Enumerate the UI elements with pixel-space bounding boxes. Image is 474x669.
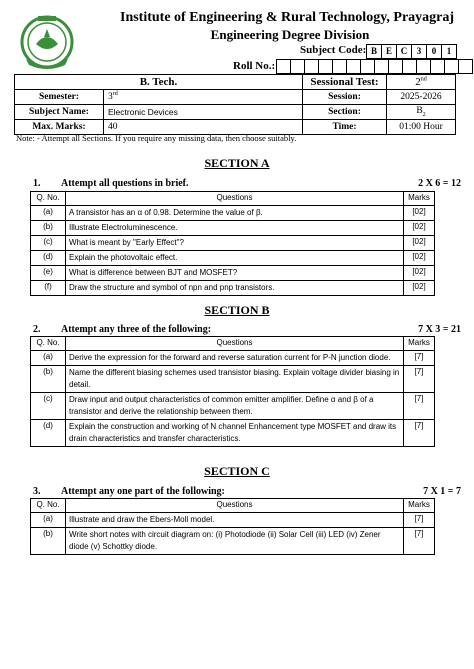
time-value: 01:00 Hour: [387, 120, 456, 135]
marks-header: Marks: [404, 192, 435, 206]
question-header: Questions: [66, 499, 404, 513]
session-label: Session:: [303, 90, 387, 105]
subject-name-value: Electronic Devices: [104, 105, 303, 120]
institute-logo-emblem: [16, 13, 78, 75]
question-marks: [7]: [404, 420, 435, 447]
roll-no-box[interactable]: [458, 59, 473, 74]
roll-no-box[interactable]: [388, 59, 403, 74]
sessional-test-label: Sessional Test:: [303, 75, 387, 90]
question-label: (f): [31, 281, 66, 296]
question-row: [31, 236, 435, 251]
question-label: (b): [31, 221, 66, 236]
time-label: Time:: [303, 120, 387, 135]
question-text: Explain the construction and working of N channel Enhancement type MOSFET and draw its drain characteristics and transfer characteristics.: [66, 420, 404, 447]
question-label: (b): [31, 366, 66, 393]
question-label: (e): [31, 266, 66, 281]
question-label: (a): [31, 351, 66, 366]
question-number: 3.: [33, 486, 41, 497]
question-marks: [02]: [404, 266, 435, 281]
roll-no-box[interactable]: [346, 59, 361, 74]
roll-no-boxes[interactable]: [277, 59, 473, 74]
subject-name-label: Subject Name:: [15, 105, 104, 120]
question-text: Derive the expression for the forward and reverse saturation current for P-N junction diode.: [66, 351, 404, 366]
question-row: [31, 221, 435, 236]
question-label: (c): [31, 393, 66, 420]
question-text: What is difference between BJT and MOSFET?: [66, 266, 404, 281]
question-row: [31, 528, 435, 555]
question-header: Questions: [66, 192, 404, 206]
marks-scheme: 7 X 3 = 21: [418, 324, 461, 335]
question-text: Draw the structure and symbol of npn and pnp transistors.: [66, 281, 404, 296]
subject-code-boxes: [367, 44, 457, 59]
section-a-table: [30, 191, 435, 296]
marks-scheme: 7 X 1 = 7: [423, 486, 461, 497]
roll-no-box[interactable]: [332, 59, 347, 74]
roll-no-box[interactable]: [444, 59, 459, 74]
section-c-title: SECTION C: [204, 464, 270, 478]
instructions-note: Note: - Attempt all Sections. If you require any missing data, then choose suitably.: [16, 133, 297, 143]
question-row: [31, 393, 435, 420]
marks-header: Marks: [404, 337, 435, 351]
question-instruction: Attempt any one part of the following:: [61, 486, 225, 497]
question-label: (b): [31, 528, 66, 555]
question-row: [31, 206, 435, 221]
roll-no-box[interactable]: [276, 59, 291, 74]
subject-code-char: C: [396, 44, 412, 59]
roll-no-box[interactable]: [402, 59, 417, 74]
section-b-table: [30, 336, 435, 447]
question-text: A transistor has an α of 0.98. Determine the value of β.: [66, 206, 404, 221]
roll-no-box[interactable]: [360, 59, 375, 74]
question-number: 2.: [33, 324, 41, 335]
question-marks: [02]: [404, 251, 435, 266]
marks-header: Marks: [404, 499, 435, 513]
qno-header: Q. No.: [31, 192, 66, 206]
question-marks: [7]: [404, 513, 435, 528]
question-number: 1.: [33, 178, 41, 189]
question-text: Draw input and output characteristics of common emitter amplifier. Define α and β of a transistor and derive the relationship between them.: [66, 393, 404, 420]
question-text: Name the different biasing schemes used transistor biasing. Explain voltage divider biasing in detail.: [66, 366, 404, 393]
question-text: Explain the photovoltaic effect.: [66, 251, 404, 266]
question-marks: [7]: [404, 528, 435, 555]
roll-no-box[interactable]: [318, 59, 333, 74]
roll-no-box[interactable]: [430, 59, 445, 74]
subject-code-char: B: [366, 44, 382, 59]
question-text: Write short notes with circuit diagram on: (i) Photodiode (ii) Solar Cell (iii) LED (iv) Zener diode (v) Schottky diode.: [66, 528, 404, 555]
roll-no-box[interactable]: [374, 59, 389, 74]
subject-code-char: 0: [426, 44, 442, 59]
section-c-table: [30, 498, 435, 555]
marks-scheme: 2 X 6 = 12: [418, 178, 461, 189]
subject-code-char: E: [381, 44, 397, 59]
max-marks-label: Max. Marks:: [15, 120, 104, 135]
question-row: [31, 366, 435, 393]
question-label: (c): [31, 236, 66, 251]
division-name: Engineering Degree Division: [210, 27, 370, 42]
question-instruction: Attempt all questions in brief.: [61, 178, 189, 189]
question-marks: [7]: [404, 366, 435, 393]
question-text: Illustrate Electroluminescence.: [66, 221, 404, 236]
question-label: (a): [31, 513, 66, 528]
roll-no-box[interactable]: [416, 59, 431, 74]
question-text: What is meant by "Early Effect"?: [66, 236, 404, 251]
question-row: [31, 351, 435, 366]
subject-code-label: Subject Code:: [300, 44, 367, 56]
question-label: (d): [31, 420, 66, 447]
exam-info-table: [14, 74, 456, 135]
section-b-title: SECTION B: [204, 303, 270, 317]
subject-code-char: 3: [411, 44, 427, 59]
question-row: [31, 266, 435, 281]
institute-name: Institute of Engineering & Rural Technology, Prayagraj: [120, 10, 455, 25]
max-marks-value: 40: [104, 120, 303, 135]
section-a-title: SECTION A: [204, 156, 270, 170]
question-marks: [02]: [404, 206, 435, 221]
question-label: (d): [31, 251, 66, 266]
program: B. Tech.: [15, 75, 303, 90]
question-marks: [02]: [404, 221, 435, 236]
question-marks: [02]: [404, 281, 435, 296]
question-instruction: Attempt any three of the following:: [61, 324, 212, 335]
roll-no-label: Roll No.:: [233, 60, 276, 72]
roll-no-box[interactable]: [290, 59, 305, 74]
semester-label: Semester:: [15, 90, 104, 105]
question-text: Illustrate and draw the Ebers-Moll model.: [66, 513, 404, 528]
sessional-test-value: 2nd: [387, 75, 456, 90]
question-header: Questions: [66, 337, 404, 351]
section-label: Section:: [303, 105, 387, 120]
question-marks: [7]: [404, 351, 435, 366]
question-label: (a): [31, 206, 66, 221]
question-marks: [7]: [404, 393, 435, 420]
question-row: [31, 251, 435, 266]
question-row: [31, 420, 435, 447]
semester-value: 3rd: [104, 90, 303, 105]
roll-no-box[interactable]: [304, 59, 319, 74]
qno-header: Q. No.: [31, 499, 66, 513]
section-value: $B_2$: [387, 105, 456, 120]
question-row: [31, 513, 435, 528]
qno-header: Q. No.: [31, 337, 66, 351]
question-row: [31, 281, 435, 296]
question-marks: [02]: [404, 236, 435, 251]
session-value: 2025-2026: [387, 90, 456, 105]
subject-code-char: 1: [441, 44, 457, 59]
